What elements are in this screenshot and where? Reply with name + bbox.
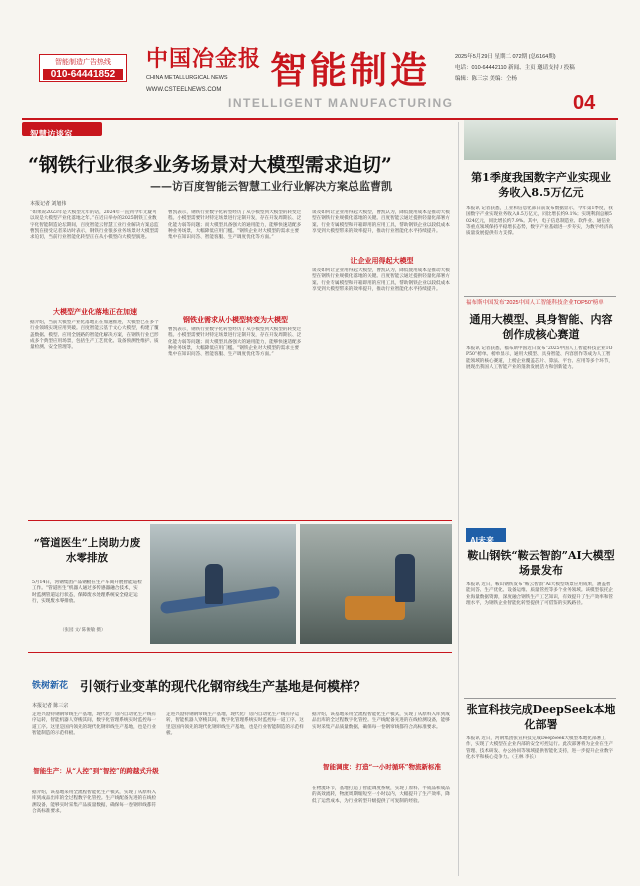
feature-photo-1: [150, 524, 296, 644]
brand-block: [146, 42, 266, 92]
right-low-title: 鞍山钢铁“鞍云智韵”AI大模型场景发布: [467, 549, 615, 577]
right-low-badge-text: AI未来: [470, 536, 494, 545]
section-en: INTELLIGENT MANUFACTURING: [228, 96, 454, 110]
contact-line: 电话：010-64442110 新闻、主页 邀请支持 / 投稿: [455, 65, 575, 71]
right-top-title: 第1季度我国数字产业实现业务收入8.5万亿元: [471, 171, 611, 199]
main-body-3b: 曹凯表示，钢铁行业数字化转型经历了从小模型到大模型的转变过程。小模型需要针对特定场景进行定制开发，存在开发周期长、泛化能力弱等问题；而大模型具备强大的通用能力，能够快速适配多种业务场景，大幅降低应用门槛。“钢铁企业对大模型的需求主要集中在知识问答、智能客服、生产调度优化等方面。”: [168, 327, 302, 358]
main-byline: 本报记者 刘旭伟: [30, 201, 67, 207]
bottom-logo: 铁树新花: [32, 680, 69, 690]
right-top-photo: [464, 120, 616, 160]
column-label-text: 智慧访谈室: [30, 129, 73, 139]
editor-line: 编辑：陈三宗 美编：仝杨: [455, 76, 518, 82]
ad-phone: 010-64441852: [43, 69, 123, 80]
bottom-body-4a: 据介绍，该基地采用全流程智能化生产模式，实现了从原料入库到成品出库的全过程数字化管控。生产线配备先进的在线检测设备，能够实时采集产品质量数据，确保每一卷钢帘线都符合高标准要求。: [312, 712, 450, 730]
main-section-head-2: 钢铁业需求从小模型转变为大模型: [183, 315, 288, 324]
right-top-body: 本报讯 记者获悉，工业和信息化部日前发布数据显示，今年第1季度，我国数字产业实现业务收入8.5万亿元，同比增长约9.1%；实现利润总额5024亿元，同比增长约7.9%。其中，电子信息制造业、软件业、通信业等重点领域保持平稳增长态势，数字产业基础进一步夯实，为数字经济高质量发展提供有力支撑。: [466, 206, 614, 237]
bottom-body-2: 据介绍，该基地采用全流程智能化生产模式，实现了从原料入库到成品出库的全过程数字化管控。生产线配备先进的在线检测设备，能够实时采集产品质量数据，确保每一卷钢帘线都符合高标准要求。: [32, 790, 157, 814]
right-rule-2: [464, 698, 616, 699]
right-divider: [458, 122, 459, 876]
right-low-body: 本报讯 近日，鞍山钢铁发布“鞍云智韵”AI大模型场景应用成果，涵盖智能问答、生产优化、设备运维、质量管控等多个业务领域。该模型依托企业海量数据资源，深度融合钢铁生产工艺知识，有效提升了生产效率和管理水平，为钢铁企业智能化转型提供了可借鉴的实践路径。: [466, 582, 614, 606]
right-mid-body: 本报讯 记者获悉，福布斯中国近日发布“2025中国人工智能科技企业TOP50”榜单。榜单显示，通用大模型、具身智能、内容创作等成为人工智能领域的核心赛道，上榜企业覆盖芯片、算法、平台、应用等多个环节，展现出我国人工智能产业的蓬勃发展活力和创新能力。: [466, 346, 614, 370]
column-label: [22, 122, 102, 139]
main-body-4b: 谈及如何让企业用得起大模型，曹凯认为，降低使用成本是推动大模型在钢铁行业规模化落地的关键。百度智能云通过提供轻量化部署方案、行业专属模型和开箱即用的应用工具，帮助钢铁企业以较低成本享受到大模型带来的效率提升，推动行业智能化水平持续提升。: [312, 268, 450, 292]
bottom-title: 引领行业变革的现代化钢帘线生产基地是何模样？: [80, 680, 367, 695]
section-title: 智能制造: [270, 50, 430, 91]
main-section-head-3: 让企业用得起大模型: [350, 256, 414, 265]
right-mid-kicker: 福布斯中国发布“2025中国人工智能科技企业TOP50”榜单: [466, 300, 604, 306]
bottom-rule: [28, 652, 452, 653]
main-body-3a: 曹凯表示，钢铁行业数字化转型经历了从小模型到大模型的转变过程。小模型需要针对特定场景进行定制开发，存在开发周期长、泛化能力弱等问题；而大模型具备强大的通用能力，能够快速适配多种业务场景，大幅降低应用门槛。“钢铁企业对大模型的需求主要集中在知识问答、智能客服、生产调度优化等方面。”: [168, 210, 302, 241]
main-title: “钢铁行业很多业务场景对大模型需求迫切”: [28, 154, 392, 176]
ad-box: [39, 54, 127, 82]
bottom-body-4b: 在物流环节，基地打造了智能调度系统，实现了原料、半成品和成品的高效流转，物流周期缩短至一小时以内，大幅提升了生产效率，降低了运营成本，为行业转型升级提供了可复制的经验。: [312, 786, 450, 804]
feature-photo-2: [300, 524, 452, 644]
right-rule-1: [464, 296, 616, 297]
worker-figure: [205, 564, 223, 604]
bottom-sub-2: 智能调度：打造“一小时循环”物流新标准: [323, 763, 441, 771]
ad-label: 智能制造广告热线: [55, 59, 111, 66]
main-body-4a: 谈及如何让企业用得起大模型，曹凯认为，降低使用成本是推动大模型在钢铁行业规模化落地的关键。百度智能云通过提供轻量化部署方案、行业专属模型和开箱即用的应用工具，帮助钢铁企业以较低成本享受到大模型带来的效率提升，推动行业智能化水平持续提升。: [312, 210, 450, 234]
main-body-2: 据介绍，当前大模型产业化落地正在加速推进，大模型已在多个行业领域实现应用突破。百度智能云基于文心大模型，构建了覆盖数据、模型、应用全链路的智能化解决方案，在钢铁行业已形成多个典型应用场景，包括生产工艺优化、设备预测性维护、质量检测、安全管理等。: [30, 320, 159, 351]
bottom-body-3: 走进兴澄特钢钢帘线生产基地，现代化厂房内自动化生产线有序运转，智能机器人穿梭其间，数字化管理系统实时监控每一道工序。这里是国内领先的现代化钢帘线生产基地，也是行业智能制造的示范样板。: [166, 712, 304, 736]
bottom-body-1: 走进兴澄特钢钢帘线生产基地，现代化厂房内自动化生产线有序运转，智能机器人穿梭其间，数字化管理系统实时监控每一道工序。这里是国内领先的现代化钢帘线生产基地，也是行业智能制造的示范样板。: [32, 712, 157, 736]
right-mid-title: 通用大模型、具身智能、内容创作成核心赛道: [469, 313, 613, 341]
date-line: 2025年5月29日 星期二 072期 (总6164期): [455, 54, 556, 60]
right-bottom-body: 本报讯 近日，河钢集团张宣科技完成DeepSeek大模型本地化部署工作，实现了大模型在企业内部的安全可控运行。此次部署将为企业在生产管理、技术研发、办公协同等领域提供智能化支持，进一步提升企业数字化水平和核心竞争力。（王林 李长）: [466, 736, 614, 760]
bottom-sub-1: 智能生产：从“人控”到“智控”的跨越式升级: [33, 767, 159, 775]
website: WWW.CSTEELNEWS.COM: [146, 87, 222, 93]
brand-logo: 中国冶金报: [146, 46, 262, 72]
right-bottom-title: 张宣科技完成DeepSeek本地化部署: [466, 703, 616, 731]
bottom-byline: 本报记者 陈三宗: [32, 703, 69, 709]
feature-title: “管道医生”上岗助力废水零排放: [33, 537, 141, 564]
feature-caption: 5月14日，河钢集团产品钢板在生产车间开展智能巡检工作。“管道医生”机器人通过多传感器融合技术，实时监测管道运行状态，保障废水处理系统安全稳定运行，实现废水零排放。: [32, 580, 142, 604]
worker-figure-2: [395, 554, 415, 602]
brand-en: CHINA METALLURGICAL NEWS: [146, 75, 228, 81]
feature-credit: （张园 文/ 陈俊敏 摄）: [60, 627, 106, 632]
page-number: 04: [573, 92, 596, 114]
right-low-badge: [466, 528, 506, 545]
main-section-head-1: 大模型产业化落地正在加速: [53, 307, 137, 316]
main-subtitle: ——访百度智能云智慧工业行业解决方案总监曹凯: [150, 180, 392, 193]
main-body-1: “如果说2023年是大模型元年的话，2024年一直到今年无疑可以说是大模型产业化落地之年。”在近日举办的2025钢铁工业数字化智能制造论坛期间，百度智能云智慧工业行业解决方案总监曹凯在接受记者采访时表示，钢铁行业很多业务场景对大模型需求迫切，当前行业智能化转型正在从小模型向大模型演进。: [30, 210, 159, 241]
